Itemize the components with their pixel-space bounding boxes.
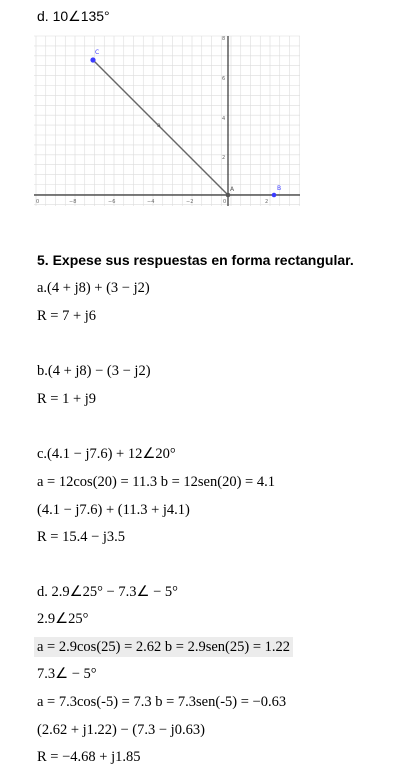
result-a: R = 7 + j6 — [37, 308, 97, 324]
x-tick-label: −2 — [186, 199, 194, 205]
point-a-label: A — [230, 186, 235, 193]
y-tick-label: 8 — [222, 36, 226, 42]
polar-graph — [34, 34, 302, 212]
x-tick-label: −8 — [69, 199, 77, 205]
y-tick-label: 2 — [222, 155, 226, 161]
x-tick-label: 2 — [265, 199, 269, 205]
step-d-1: 2.9∠25° — [37, 611, 89, 627]
segment-label: a — [157, 122, 161, 129]
step-d-3: 7.3∠ − 5° — [37, 666, 97, 682]
x-tick-label: −4 — [147, 199, 155, 205]
step-d-5: (2.62 + j1.22) − (7.3 − j0.63) — [37, 722, 205, 738]
problem-d-title: d. 10∠135° — [37, 8, 110, 24]
result-c: R = 15.4 − j3.5 — [37, 529, 126, 545]
x-tick-label: −6 — [108, 199, 116, 205]
problem-c: c.(4.1 − j7.6) + 12∠20° — [37, 446, 176, 462]
section-5-heading: 5. Expese sus respuestas en forma rectangular. — [37, 252, 354, 268]
point-a — [226, 193, 231, 198]
x-tick-label: 0 — [36, 199, 40, 205]
problem-d: d. 2.9∠25° − 7.3∠ − 5° — [37, 584, 178, 600]
step-c-1: a = 12cos(20) = 11.3 b = 12sen(20) = 4.1 — [37, 474, 275, 490]
point-c-label: C — [95, 49, 100, 56]
result-b: R = 1 + j9 — [37, 391, 97, 407]
x-tick-label: 0 — [223, 199, 227, 205]
y-tick-label: 6 — [222, 76, 226, 82]
point-b-label: B — [277, 185, 282, 192]
step-d-2-highlighted: a = 2.9cos(25) = 2.62 b = 2.9sen(25) = 1.22 — [34, 637, 293, 657]
step-d-4: a = 7.3cos(-5) = 7.3 b = 7.3sen(-5) = −0.63 — [37, 694, 287, 710]
y-tick-label: 4 — [222, 116, 226, 122]
result-d: R = −4.68 + j1.85 — [37, 749, 141, 765]
point-c — [90, 57, 95, 62]
problem-b: b.(4 + j8) − (3 − j2) — [37, 363, 151, 379]
step-c-2: (4.1 − j7.6) + (11.3 + j4.1) — [37, 502, 190, 518]
problem-a: a.(4 + j8) + (3 − j2) — [37, 280, 150, 296]
point-b — [272, 193, 277, 198]
graph-grid — [34, 36, 300, 206]
